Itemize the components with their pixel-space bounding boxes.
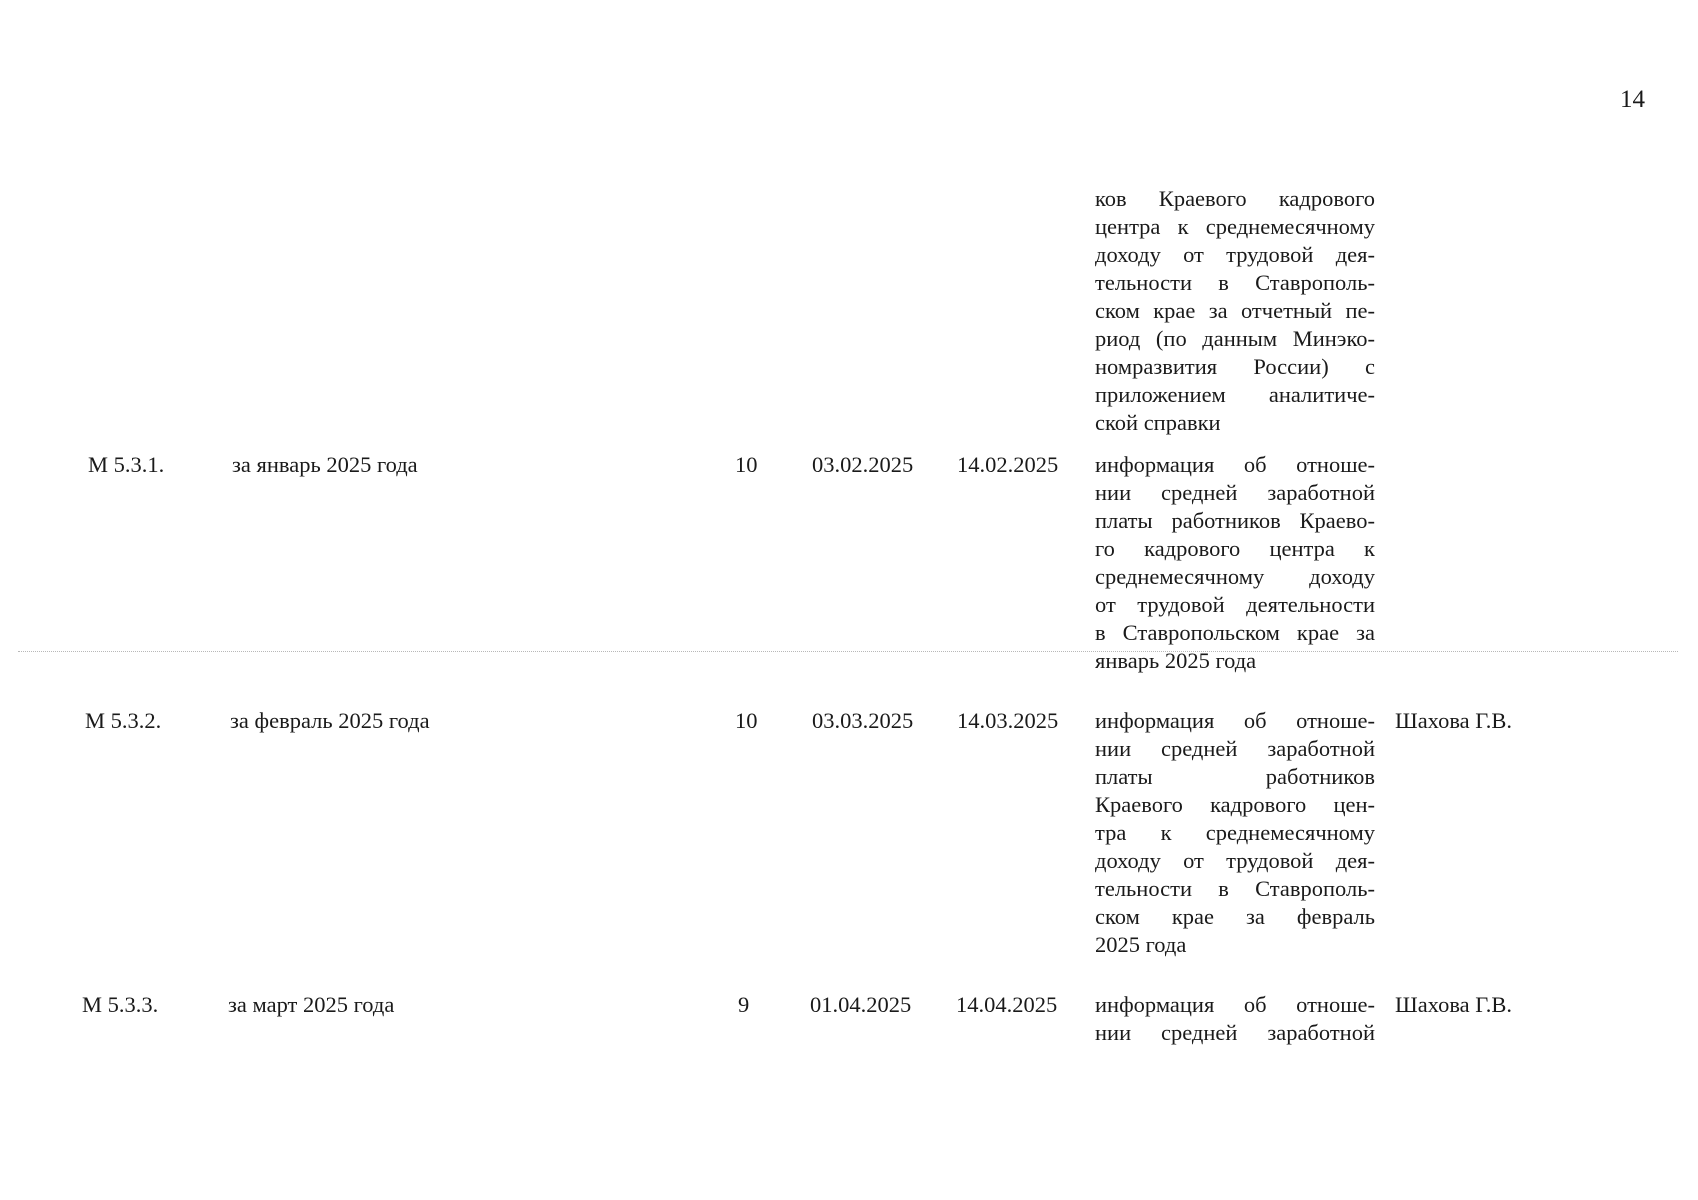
result-line: платы работников Краево- (1095, 508, 1375, 533)
row-period: за март 2025 года (228, 992, 395, 1017)
desc-line: доходу от трудовой дея- (1095, 242, 1375, 267)
row-code: М 5.3.3. (82, 992, 159, 1017)
result-line: январь 2025 года (1095, 648, 1257, 673)
continuation-description (1095, 185, 1375, 437)
row-end-date: 14.03.2025 (957, 708, 1059, 733)
desc-line: ском крае за отчетный пе- (1095, 298, 1375, 323)
result-line: в Ставропольском крае за (1095, 620, 1375, 645)
result-line: 2025 года (1095, 932, 1187, 957)
row-start-date: 03.02.2025 (812, 452, 914, 477)
result-line: нии средней заработной (1095, 736, 1375, 761)
desc-line: риод (по данным Минэко- (1095, 326, 1375, 351)
result-line: от трудовой деятельности (1095, 592, 1375, 617)
row-result (1095, 707, 1375, 959)
row-days: 9 (738, 992, 750, 1017)
desc-line: ков Краевого кадрового (1095, 186, 1375, 211)
row-end-date: 14.04.2025 (956, 992, 1058, 1017)
result-line: платы работников (1095, 764, 1375, 789)
result-line: информация об отноше- (1095, 992, 1375, 1017)
desc-line: приложением аналитиче- (1095, 382, 1375, 407)
result-line: нии средней заработной (1095, 480, 1375, 505)
desc-line: тельности в Ставрополь- (1095, 270, 1375, 295)
result-line: го кадрового центра к (1095, 536, 1375, 561)
scan-divider (18, 651, 1678, 652)
desc-line: номразвития России) с (1095, 354, 1375, 379)
row-days: 10 (735, 452, 758, 477)
row-period: за февраль 2025 года (230, 708, 430, 733)
result-line: нии средней заработной (1095, 1020, 1375, 1045)
desc-line: ской справки (1095, 410, 1221, 435)
row-result (1095, 991, 1375, 1047)
row-code: М 5.3.1. (88, 452, 165, 477)
row-end-date: 14.02.2025 (957, 452, 1059, 477)
row-days: 10 (735, 708, 758, 733)
row-code: М 5.3.2. (85, 708, 162, 733)
result-line: информация об отноше- (1095, 452, 1375, 477)
row-start-date: 03.03.2025 (812, 708, 914, 733)
result-line: ском крае за февраль (1095, 904, 1375, 929)
row-responsible: Шахова Г.В. (1395, 992, 1512, 1017)
row-responsible: Шахова Г.В. (1395, 708, 1512, 733)
result-line: среднемесячному доходу (1095, 564, 1375, 589)
page-number: 14 (1620, 86, 1645, 113)
result-line: доходу от трудовой дея- (1095, 848, 1375, 873)
desc-line: центра к среднемесячному (1095, 214, 1375, 239)
row-result (1095, 451, 1375, 675)
result-line: тра к среднемесячному (1095, 820, 1375, 845)
result-line: тельности в Ставрополь- (1095, 876, 1375, 901)
result-line: Краевого кадрового цен- (1095, 792, 1375, 817)
result-line: информация об отноше- (1095, 708, 1375, 733)
row-start-date: 01.04.2025 (810, 992, 912, 1017)
row-period: за январь 2025 года (232, 452, 418, 477)
